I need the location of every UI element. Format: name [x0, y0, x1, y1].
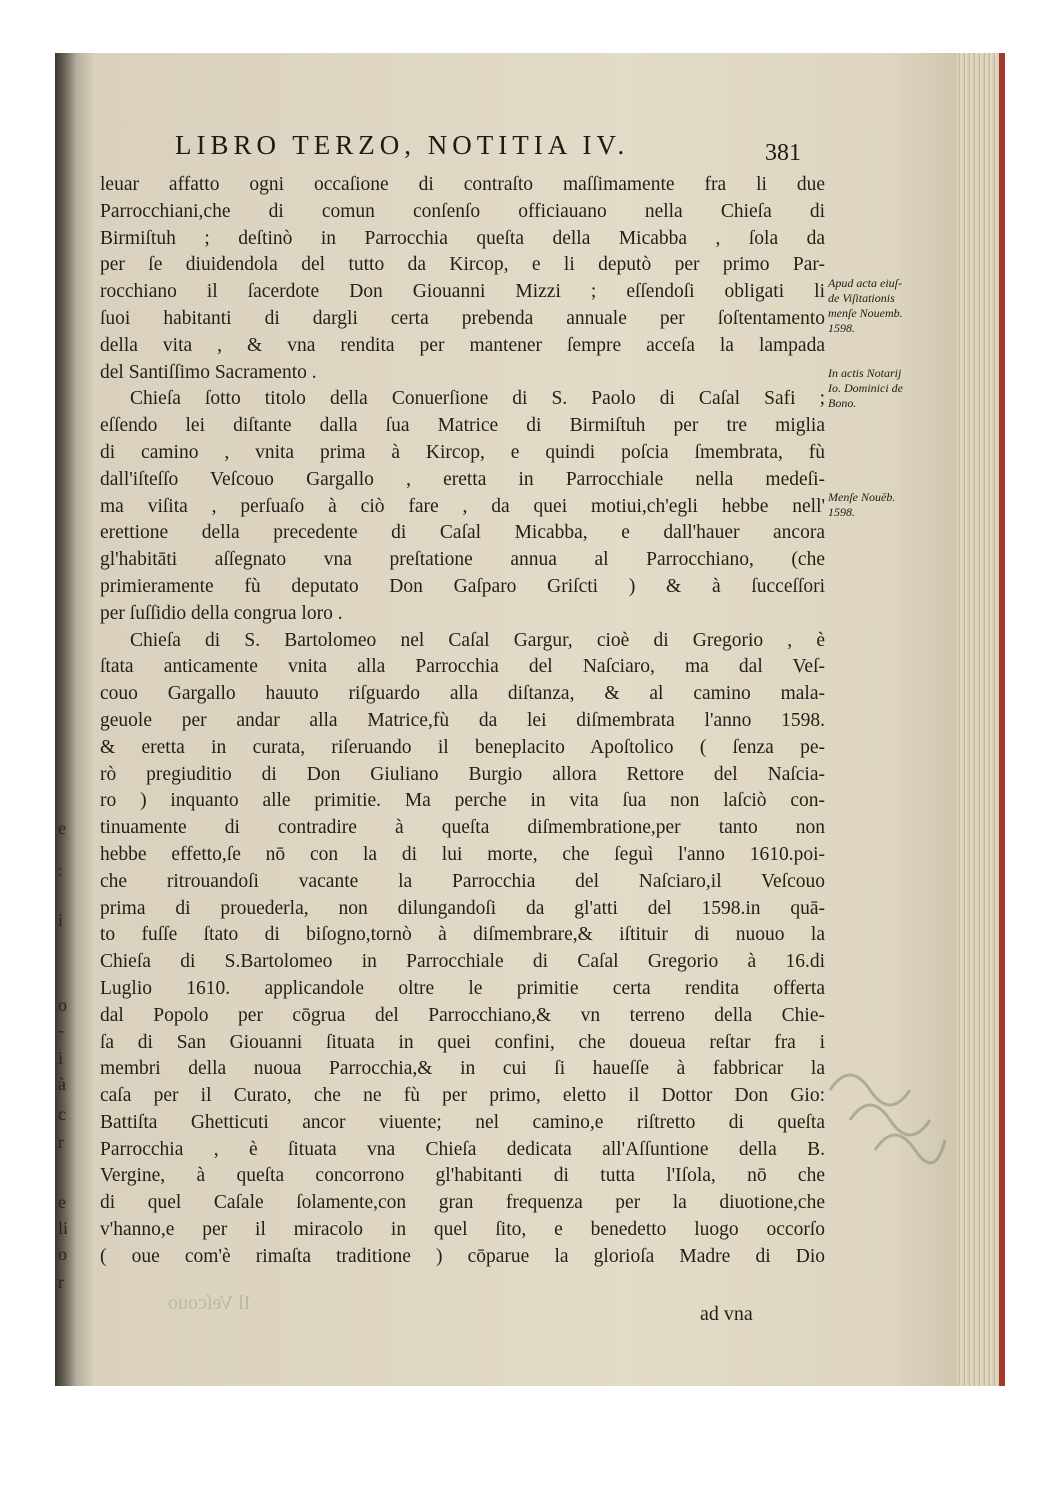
body-text [100, 172, 825, 1271]
text-line: Chieſa di S. Bartolomeo nel Caſal Gargur, cioè di Gregorio , è [130, 629, 825, 651]
marginal-line: 1598. [828, 321, 855, 335]
left-margin-fragment: o [58, 995, 67, 1015]
text-line: ſa di San Giouanni ſituata in quei confini, che doueua reſtar fra i [100, 1031, 825, 1053]
text-line: che ritrouandoſi vacante la Parrocchia del Naſciaro,il Veſcouo [100, 870, 825, 892]
left-margin-fragment: e [58, 1192, 66, 1212]
left-margin-fragment: c [58, 1104, 66, 1124]
text-line: rocchiano il ſacerdote Don Giouanni Mizzi ; eſſendoſi obligati li [100, 281, 825, 303]
text-line: per ſuſſidio della congrua loro . [100, 602, 343, 624]
text-line: & eretta in curata, riſeruando il beneplacito Apoſtolico ( ſenza pe- [100, 736, 825, 758]
text-line: caſa per il Curato, che ne fù per primo, eletto il Dottor Don Gio: [100, 1085, 825, 1107]
text-line: prima di prouederla, non dilungandoſi da gl'atti del 1598.in quā- [100, 897, 825, 919]
text-line: Parrocchia , è ſituata vna Chieſa dedicata all'Aſſuntione della B. [100, 1138, 825, 1160]
text-line: v'hanno,e per il miracolo in quel ſito, e benedetto luogo occorſo [100, 1219, 825, 1241]
text-line: Chieſa di S.Bartolomeo in Parrocchiale di Caſal Gregorio à 16.di [100, 951, 825, 973]
text-line: del Santiſſimo Sacramento . [100, 361, 317, 383]
marginal-line: Menſe Nouēb. [828, 490, 896, 504]
text-line: dal Popolo per cōgrua del Parrocchiano,& vn terreno della Chie- [100, 1004, 825, 1026]
text-line: della vita , & vna rendita per mantener ſempre acceſa la lampada [100, 334, 825, 356]
page-edges [957, 53, 1005, 1386]
text-line: di quel Caſale ſolamente,con gran frequenza per la diuotione,che [100, 1192, 825, 1214]
red-page-edge [999, 53, 1005, 1386]
text-line: ro ) inquanto alle primitie. Ma perche in vita ſua non laſciò con- [100, 790, 825, 812]
left-margin-fragment: li [58, 1218, 69, 1238]
text-line: to fuſſe ſtato di biſogno,tornò à diſmembrare,& iſtituir di nuouo la [100, 924, 825, 946]
left-margin-fragment: - [58, 1020, 64, 1040]
left-margin-fragment: r [58, 1132, 64, 1152]
text-line: Birmiſtuh ; deſtinò in Parrocchia queſta della Micabba , ſola da [100, 227, 825, 249]
text-line: Parrocchiani,che di comun conſenſo officiauano nella Chieſa di [100, 200, 825, 222]
marginal-line: In actis Notarij [828, 366, 902, 380]
page-number: 381 [765, 140, 801, 166]
text-line: Vergine, à queſta concorrono gl'habitanti di tutta l'Iſola, nō che [100, 1165, 825, 1187]
text-line: dall'iſteſſo Veſcouo Gargallo , eretta in Parrocchiale nella medeſi- [100, 468, 825, 490]
running-title: LIBRO TERZO, NOTITIA IV. [175, 130, 630, 160]
text-line: eſſendo lei diſtante dalla ſua Matrice di Birmiſtuh per tre miglia [100, 415, 825, 437]
bleed-through-text: Il Veſcouo [168, 1292, 251, 1314]
text-line: di camino , vnita prima à Kircop, e quindi poſcia ſmembrata, fù [100, 441, 825, 463]
marginal-line: Apud acta eiuſ- [828, 276, 902, 290]
text-line: gl'habitāti aſſegnato vna preſtatione annua al Parrocchiano, (che [100, 549, 825, 571]
text-line: ſtata anticamente vnita alla Parrocchia del Naſciaro, ma dal Veſ- [100, 656, 825, 678]
text-line: ma viſita , perſuaſo à ciò fare , da quei motiui,ch'egli hebbe nell' [100, 495, 825, 517]
text-line: per ſe diuidendola del tutto da Kircop, e li deputò per primo Par- [100, 254, 825, 276]
left-margin-fragment: e [58, 818, 66, 838]
marginal-line: Io. Dominici de [828, 381, 903, 395]
text-line: tinuamente di contradire à queſta diſmembratione,per tanto non [100, 817, 825, 839]
text-line: geuole per andar alla Matrice,fù da lei diſmembrata l'anno 1598. [100, 709, 825, 731]
text-line: erettione della precedente di Caſal Micabba, e dall'hauer ancora [100, 522, 825, 544]
text-line: ( oue com'è rimaſta traditione ) cōparue la glorioſa Madre di Dio [100, 1245, 825, 1267]
text-line: rò pregiuditio di Don Giuliano Burgio allora Rettore del Naſcia- [100, 763, 825, 785]
catchword: ad vna [700, 1303, 753, 1325]
text-line: primieramente fù deputato Don Gaſparo Griſcti ) & à ſucceſſori [100, 575, 825, 597]
marginal-note-2 [828, 366, 948, 411]
marginal-note-1 [828, 276, 948, 336]
text-line: leuar affatto ogni occaſione di contraſto maſſimamente fra li due [100, 174, 825, 195]
text-line: hebbe effetto,ſe nō con la di lui morte, che ſeguì l'anno 1610.poi- [100, 843, 825, 865]
text-line: Chieſa ſotto titolo della Conuerſione di S. Paolo di Caſal Safi ; [130, 388, 825, 410]
left-margin-fragment: o [58, 1244, 67, 1264]
left-margin-fragment: à [58, 1074, 66, 1094]
marginal-line: 1598. [828, 505, 855, 519]
left-margin-fragment: i [58, 1048, 64, 1068]
marginal-line: Bono. [828, 396, 857, 410]
left-margin-fragment: : [58, 860, 64, 880]
text-line: Luglio 1610. applicandole oltre le primitie certa rendita offerta [100, 977, 825, 999]
text-line: membri della nuoua Parrocchia,& in cui ſi haueſſe à fabbricar la [100, 1058, 825, 1080]
marginal-note-3 [828, 490, 948, 520]
marginal-line: menſe Nouemb. [828, 306, 903, 320]
left-margin-fragment: i [58, 910, 64, 930]
text-line: couo Gargallo hauuto riſguardo alla diſtanza, & al camino mala- [100, 683, 825, 705]
marginal-line: de Viſitationis [828, 291, 895, 305]
library-stamp-watermark [820, 1050, 960, 1170]
text-line: Battiſta Ghetticuti ancor viuente; nel camino,e riſtretto di queſta [100, 1111, 825, 1133]
left-margin-fragment: r [58, 1272, 64, 1292]
text-line: ſuoi habitanti di dargli certa prebenda annuale per ſoſtentamento [100, 307, 825, 329]
